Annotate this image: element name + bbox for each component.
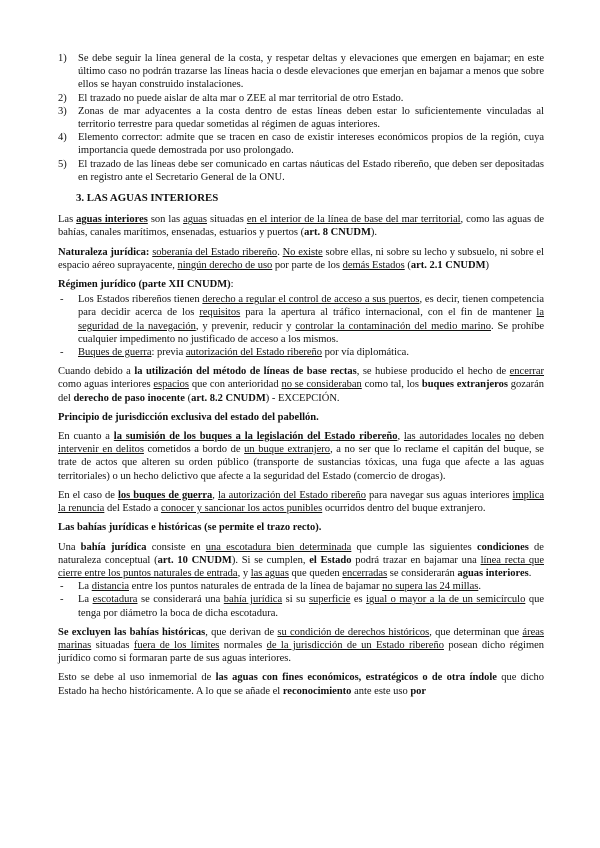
list-text: Se debe seguir la línea general de la costa, y respetar deltas y elevaciones que emergen en bajamar; en este último caso no podrán trazarse las líneas hacia o desde elevaciones que emerjan en bajamar a menos que sobre ellos se hayan construido instalaciones. [78,53,544,91]
bay-conditions-list [58,580,544,620]
regimen-list [58,293,544,359]
section-heading: 3. LAS AGUAS INTERIORES [76,192,219,205]
paragraph-historic-bays: Se excluyen las bahías históricas, que derivan de su condición de derechos históricos, que determinan que áreas marinas situadas fuera de los límites normales de la jurisdicción de un Estado ribereño posean dicho régimen jurídico como si formaran parte de sus aguas interiores. [58,626,545,665]
paragraph-exception: Cuando debido a la utilización del método de líneas de base rectas, se hubiese producido el hecho de encerrar como aguas interiores espacios que con anterioridad no se consideraban como tal, los buques extranjeros gozarán del derecho de paso inocente (art. 8.2 CNUDM) - EXCEPCIÓN. [58,366,545,404]
list-text: Zonas de mar adyacentes a la costa dentro de estas líneas deben estar lo suficientemente vinculadas al territorio terrestre para quedar sometidas al régimen de aguas interiores. [78,105,544,131]
list-item [58,52,544,92]
list-item [58,92,544,105]
list-number: 1) [58,53,67,64]
list-item: - La escotadura se considerará una bahía jurídica si su superficie es igual o mayor a la de un semicírculo que tenga por diámetro la boca de dicha escotadura. [60,594,545,619]
principio-heading: Principio de jurisdicción exclusiva del estado del pabellón. [58,411,319,423]
list-item [58,131,544,157]
paragraph-legal-bay: Una bahía jurídica consiste en una escotadura bien determinada que cumple las siguientes condiciones de naturaleza conceptual (art. 10 CNUDM). Si se cumplen, el Estado podrá trazar en bajamar una línea recta que cierre entre los puntos naturales de entrada, y las aguas que queden encerradas se considerarán aguas interiores. [58,541,544,579]
list-item [58,158,544,184]
list-text: El trazado de las líneas debe ser comunicado en cartas náuticas del Estado ribereño, que deben ser depositadas en registro ante el Secretario General de la ONU. [78,158,544,183]
paragraph-legal-nature: Naturaleza jurídica: soberanía del Estado ribereño. No existe sobre ellas, ni sobre su lecho y subsuelo, ni sobre el espacio aéreo suprayacente, ningún derecho de uso por parte de los demás Estados (art. 2.1 CNUDM) [58,246,544,271]
bahias-heading: Las bahías jurídicas e históricas (se permite el trazo recto). [58,522,322,534]
list-item [58,105,544,131]
list-item: - Los Estados ribereños tienen derecho a regular el control de acceso a sus puertos, es decir, tienen competencia para decidir acerca de los requisitos para la apertura al tráfico internacional, con el fin de mantener la seguridad de la navegación, y prevenir, reducir y controlar la contaminación del medio marino. Se prohíbe cualquier impedimento no justificado de acceso a los mismos. [60,294,545,345]
paragraph-submission: En cuanto a la sumisión de los buques a la legislación del Estado ribereño, las autoridades locales no deben intervenir en delitos cometidos a bordo de un buque extranjero, a no ser que lo reclame el capitán del buque, se trate de actos que alteren su orden público (transporte de sustancias tóxicas, una fuga que afecte a las aguas territoriales) o un hecho delictivo que afecte a la seguridad del Estado (comercio de drogas). [58,431,545,482]
list-number: 5) [58,158,67,170]
paragraph-definition: Las aguas interiores son las aguas situadas en el interior de la línea de base del mar territorial, como las aguas de bahías, canales marítimos, ensenadas, estuarios y puertos (art. 8 CNUDM). [58,214,544,239]
paragraph-warships: En el caso de los buques de guerra, la autorización del Estado ribereño para navegar sus aguas interiores implica la renuncia del Estado a conocer y sancionar los actos punibles ocurridos dentro del buque extranjero. [58,489,545,515]
regimen-heading: Régimen jurídico (parte XII CNUDM): [58,279,234,291]
list-text: El trazado no puede aislar de alta mar o ZEE al mar territorial de otro Estado. [78,92,404,104]
list-item: - La distancia entre los puntos naturales de entrada de la línea de bajamar no supera las 24 millas. [60,581,481,593]
list-number: 4) [58,132,67,144]
baseline-rules-list [58,52,544,184]
list-text: Elemento corrector: admite que se tracen en caso de existir intereses económicos propios de la región, cuya importancia quede demostrada por uso prolongado. [78,132,544,157]
list-number: 3) [58,105,67,117]
paragraph-immemorial-use: Esto se debe al uso inmemorial de las aguas con fines económicos, estratégicos o de otra índole que dicho Estado ha hecho históricamente. A lo que se añade el reconocimiento ante este uso por [58,672,544,697]
list-number: 2) [58,92,67,104]
document-page [58,52,544,704]
list-item: - Buques de guerra: previa autorización del Estado ribereño por vía diplomática. [60,347,409,359]
